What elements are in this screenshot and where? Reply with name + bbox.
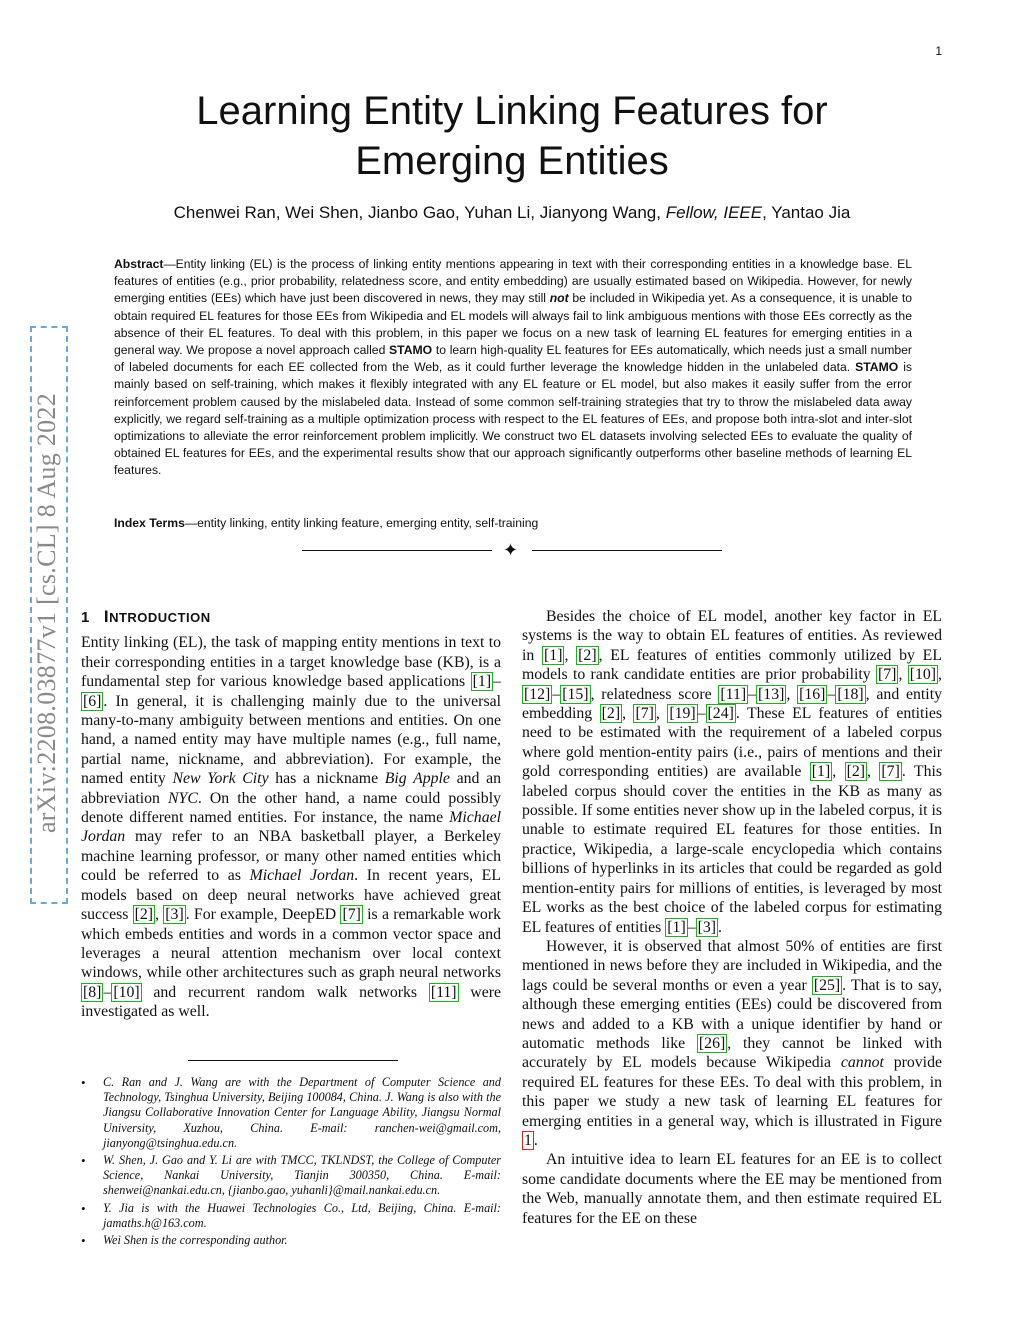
- intro-paragraph-4: An intuitive idea to learn EL features for an EE is to collect some candidate documents where the EE may be mentioned from the Web, manually annotate them, and then estimate required EL features for the EE on these: [522, 1151, 942, 1227]
- left-column: [81, 607, 501, 1022]
- author-last: , Yantao Jia: [762, 203, 851, 222]
- section-number: 1: [81, 609, 90, 626]
- citation-link[interactable]: [7]: [635, 705, 654, 723]
- citation-link[interactable]: [6]: [83, 692, 102, 710]
- abstract-text: is mainly based on self-training, which makes it flexibly integrated with any EL feature or EL model, but also makes it easily suffer from the error reinforcement problem caused by the mislabeled data. Instead of some common self-training strategies that try to throw the mislabeled data away explicitly, we regard self-training as a multiple optimization process with respect to the EL features of EEs, and propose both intra-slot and inter-slot optimizations to alleviate the error reinforcement problem implicitly. We construct two EL datasets involving selected EEs to evaluate the quality of obtained EL features for EEs, and the experimental results show that our approach significantly outperforms other baseline methods of learning EL features.: [114, 360, 912, 478]
- citation-link[interactable]: [15]: [562, 685, 589, 703]
- citation-link[interactable]: [2]: [578, 646, 597, 664]
- bullet-icon: •: [81, 1153, 86, 1169]
- footnote-rule: [188, 1060, 398, 1061]
- citation-link[interactable]: [10]: [113, 983, 140, 1001]
- intro-paragraph-2: Besides the choice of EL model, another key factor in EL systems is the way to obtain EL features of entities. As reviewed in [1] , [2] , EL features of entities commonly utilized by EL models to rank candidate entities are prior probability [7] , [10] , [12] – [15] , relatedness score [11] – [13] , [16] – [18] , and entity embedding [2] , [7] , [19] – [24] . These EL features of entities need to be estimated with the requirement of a labeled corpus where gold mention-entity pairs (i.e., pairs of mentions and their gold corresponding entities) are available [1] , [2] , [7] . This labeled corpus should cover the entities in the KB as many as possible. If some entities never show up in the labeled corpus, it is unable to estimate required EL features for those entities. In practice, Wikipedia, a large-scale encyclopedia which contains billions of hyperlinks in its articles that could be regarded as gold mention-entity pairs for millions of entities, is leveraged by most EL works as the best choice of the labeled corpus for estimating EL features of entities [1] – [3] .: [522, 608, 943, 936]
- author-names: Chenwei Ran, Wei Shen, Jianbo Gao, Yuhan Li, Jianyong Wang,: [173, 203, 661, 222]
- footnote-item: • Wei Shen is the corresponding author.: [81, 1233, 288, 1249]
- abstract: [114, 256, 912, 480]
- title-line-2: Emerging Entities: [355, 139, 669, 183]
- citation-link[interactable]: [1]: [811, 763, 831, 781]
- arxiv-identifier: arXiv:2208.03877v1 [cs.CL] 8 Aug 2022: [32, 392, 61, 834]
- bullet-icon: •: [81, 1200, 86, 1216]
- citation-link[interactable]: [2]: [601, 705, 621, 723]
- citation-link[interactable]: [12]: [524, 685, 551, 703]
- citation-link[interactable]: [1]: [472, 673, 492, 691]
- citation-link[interactable]: [13]: [758, 685, 785, 703]
- citation-link[interactable]: [10]: [909, 666, 937, 684]
- citation-link[interactable]: [7]: [881, 763, 900, 781]
- abstract-text: be included in Wikipedia yet. As a consequence, it is unable to obtain required EL features for those EEs from Wikipedia and EL models will always fail to link ambiguous mentions with those EEs correctly as the absence of their EL features. To deal with this problem, in this paper we focus on a new task of learning EL features for emerging entities in a general way. We propose a novel approach called: [114, 291, 912, 358]
- citation-link[interactable]: [16]: [799, 685, 826, 703]
- index-terms: [114, 516, 912, 530]
- title-line-1: Learning Entity Linking Features for: [196, 89, 828, 133]
- stamo-name: STAMO: [855, 360, 899, 375]
- divider-diamond-icon: ✦: [503, 540, 519, 560]
- citation-link[interactable]: [1]: [544, 646, 563, 664]
- index-terms-label: Index Terms: [114, 516, 185, 530]
- section-heading: [81, 607, 501, 627]
- abstract-text: —Entity linking (EL) is the process of linking entity mentions appearing in text with their corresponding entities in a knowledge base. EL features of entities (e.g., prior probability, relatedness score, and entity embedding) are usually estimated based on Wikipedia. However, for newly emerging entities (EEs) which have just been discovered in news, they may still: [114, 257, 912, 306]
- bullet-icon: •: [81, 1075, 86, 1090]
- citation-link[interactable]: [3]: [165, 906, 184, 924]
- abstract-label: Abstract: [114, 257, 164, 271]
- paper-title: [0, 86, 1024, 186]
- intro-paragraph-3: However, it is observed that almost 50% of entities are first mentioned in news before they are included in Wikipedia, and the lags could be several months or even a year [25] . That is to say, although these emerging entities (EEs) could be discovered from news and added to a KB with a unique identifier by hand or automatic methods like [26] , they cannot be linked with accurately by EL models because Wikipedia cannot provide required EL features for these EEs. To deal with this problem, in this paper we study a new task of learning EL features for emerging entities in a general way, which is illustrated in Figure 1 .: [522, 937, 942, 1149]
- citation-link[interactable]: [11]: [430, 983, 457, 1001]
- author-list: [0, 203, 1024, 223]
- citation-link[interactable]: [24]: [707, 705, 734, 723]
- citation-link[interactable]: [26]: [698, 1034, 726, 1052]
- citation-link[interactable]: [25]: [813, 976, 841, 994]
- author-fellow: Fellow, IEEE: [665, 203, 763, 222]
- citation-link[interactable]: [1]: [667, 918, 686, 936]
- citation-link[interactable]: [11]: [720, 685, 747, 703]
- intro-paragraph-1: Entity linking (EL), the task of mapping entity mentions in text to their corresponding entities in a target knowledge base (KB), is a fundamental step for various knowledge based applications [1] –[6] . In general, it is challenging mainly due to the universal many-to-many ambiguity between mentions and entities. On one hand, a named entity may have multiple names (e.g., full name, partial name, nickname, and abbreviation). For example, the named entity New York City has a nickname Big Apple and an abbreviation NYC. On the other hand, a name could possibly denote different named entities. For instance, the name Michael Jordan may refer to an NBA basketball player, a Berkeley machine learning professor, or many other named entities which could be referred to as Michael Jordan. In recent years, EL models based on deep neural networks have achieved great success [2] , [3] . For example, DeepED [7] is a remarkable work which embeds entities and words in a common vector space and leverages a neural attention mechanism over local context windows, while other architectures such as graph neural networks [8] – [10] and recurrent random walk networks [11] were investigated as well.: [81, 634, 502, 1021]
- citation-link[interactable]: [8]: [83, 983, 102, 1001]
- page-number: 1: [935, 44, 942, 58]
- footnote-item: • Y. Jia is with the Huawei Technologies Co., Ltd, Beijing, China. E-mail: jamaths.h@163.com.: [81, 1200, 501, 1230]
- stamo-name: STAMO: [389, 343, 433, 358]
- figure-reference-link[interactable]: 1: [524, 1131, 532, 1149]
- citation-link[interactable]: [7]: [878, 666, 897, 684]
- citation-link[interactable]: [3]: [697, 918, 717, 936]
- abstract-text: to learn high-quality EL features for EEs automatically, which needs just a small number of labeled documents for each EE collected from the Web, as it could further leverage the knowledge hidden in the unlabeled data.: [114, 343, 912, 375]
- citation-link[interactable]: [2]: [134, 906, 154, 924]
- bullet-icon: •: [81, 1233, 86, 1249]
- divider-rule-right: [532, 550, 722, 551]
- citation-link[interactable]: [7]: [342, 906, 361, 924]
- footnote-item: • W. Shen, J. Gao and Y. Li are with TMCC, TKLNDST, the College of Computer Science, Nankai University, Tianjin 300350, China. E-mail: shenwei@nankai.edu.cn, {jianbo.gao, yuhanli}@mail.nankai.edu.cn.: [81, 1153, 501, 1198]
- section-title-rest: NTRODUCTION: [109, 610, 211, 625]
- right-column: [522, 607, 942, 1228]
- citation-link[interactable]: [2]: [846, 763, 866, 781]
- footnotes: [81, 1075, 501, 1250]
- divider-rule-left: [302, 550, 492, 551]
- index-terms-text: —entity linking, entity linking feature, emerging entity, self-training: [184, 516, 539, 530]
- citation-link[interactable]: [19]: [669, 705, 696, 723]
- section-title-initial: I: [103, 607, 110, 626]
- abstract-emphasis-not: not: [549, 291, 569, 306]
- footnote-item: • C. Ran and J. Wang are with the Department of Computer Science and Technology, Tsinghua University, Beijing 100084, China. J. Wang is also with the Jiangsu Collaborative Innovation Center for Language Ability, Jiangsu Normal University, Xuzhou, China. E-mail: ranchen-wei@gmail.com, jianyong@tsinghua.edu.cn.: [81, 1075, 501, 1150]
- citation-link[interactable]: [18]: [837, 685, 864, 703]
